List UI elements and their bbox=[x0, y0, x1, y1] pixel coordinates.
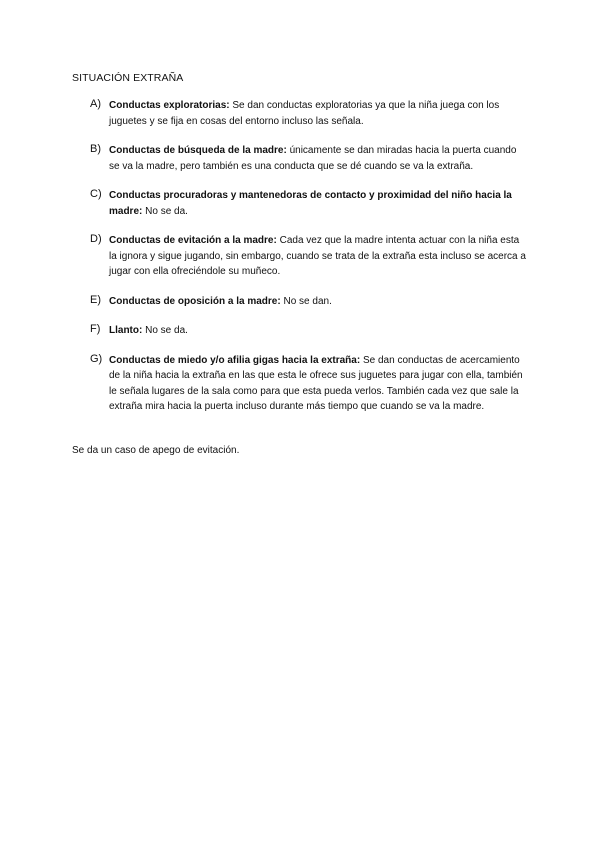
list-item-text: únicamente se dan miradas hacia la puerta cuando se va la madre, pero también es una conducta que se dé cuando se va la extraña. bbox=[109, 145, 517, 172]
list-item bbox=[0, 233, 600, 280]
list-item-content bbox=[109, 294, 529, 310]
list-item-text: No se da. bbox=[142, 205, 188, 217]
list-marker: F) bbox=[90, 323, 101, 335]
list-item-content bbox=[109, 143, 529, 174]
list-marker: E) bbox=[90, 293, 101, 306]
document-title: SITUACIÓN EXTRAÑA bbox=[72, 72, 184, 84]
list-item-text: Cada vez que la madre intenta actuar con la niña esta la ignora y sigue jugando, sin embargo, cuando se trata de la extraña esta incluso se acerca a jugar con ella ofreciéndole su muñeco. bbox=[109, 235, 526, 277]
list-item bbox=[0, 323, 600, 339]
list-item bbox=[0, 143, 600, 174]
list-item-content bbox=[109, 353, 529, 415]
list-item-label: Conductas de evitación a la madre: bbox=[109, 235, 277, 246]
list-item-label: Conductas de miedo y/o afilia gigas hacia la extraña: bbox=[109, 354, 361, 366]
list-item-content bbox=[109, 188, 529, 219]
list-item-text: Se dan conductas exploratorias ya que la niña juega con los juguetes y se fija en cosas del entorno incluso las señala. bbox=[109, 100, 500, 127]
list-marker: D) bbox=[90, 233, 102, 245]
list-marker: B) bbox=[90, 143, 101, 155]
list-marker: C) bbox=[90, 188, 102, 200]
list-item-content bbox=[109, 323, 529, 339]
list-item-label: Conductas procuradoras y mantenedoras de contacto y proximidad del niño hacia la madre: bbox=[109, 190, 512, 217]
list-item bbox=[0, 353, 600, 415]
behavior-list bbox=[0, 98, 600, 429]
list-item-text: No se da. bbox=[142, 325, 188, 336]
list-item-content bbox=[109, 98, 529, 129]
list-item bbox=[0, 98, 600, 129]
list-item bbox=[0, 188, 600, 219]
list-item-text: No se dan. bbox=[280, 295, 332, 307]
list-marker: G) bbox=[90, 352, 103, 365]
list-item-text: Se dan conductas de acercamiento de la niña hacia la extraña en las que esta le ofrece sus juguetes para jugar con ella, también le señala lugares de la sala como para que esta pueda verlos. También cada vez que sale la extraña mira hacia la puerta incluso durante más tiempo que cuando se va la madre. bbox=[109, 354, 523, 412]
list-item-label: Conductas de oposición a la madre: bbox=[109, 295, 281, 307]
conclusion-text: Se da un caso de apego de evitación. bbox=[72, 445, 240, 456]
list-item-label: Conductas exploratorias: bbox=[109, 100, 230, 111]
list-marker: A) bbox=[90, 98, 101, 110]
list-item bbox=[0, 294, 600, 310]
list-item-label: Conductas de búsqueda de la madre: bbox=[109, 145, 287, 156]
list-item-content bbox=[109, 233, 529, 280]
list-item-label: Llanto: bbox=[109, 325, 143, 336]
